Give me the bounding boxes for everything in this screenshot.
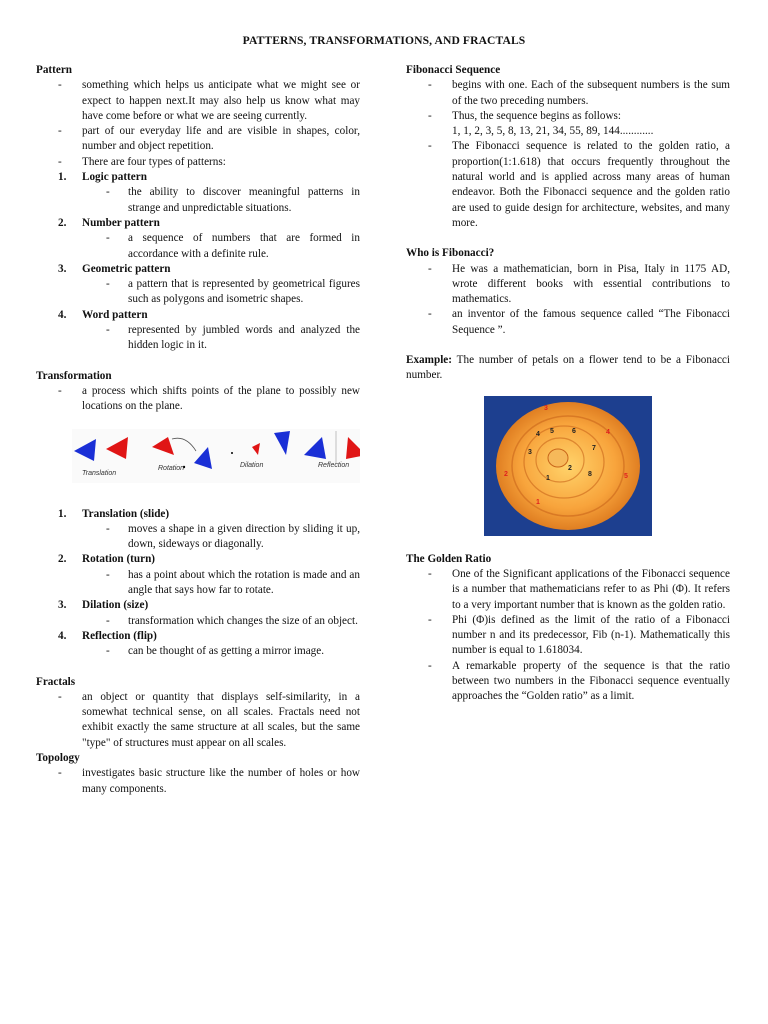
- transformation-figure: [36, 425, 360, 499]
- who-heading: Who is Fibonacci?: [406, 247, 495, 260]
- svg-text:6: 6: [572, 427, 576, 435]
- svg-text:2: 2: [504, 470, 508, 478]
- golden-ratio-heading: The Golden Ratio: [406, 552, 492, 565]
- fibonacci-bullet: - The Fibonacci sequence is related to the golden ratio, a proportion(1:1.618) that occurs frequently throughout the natural world and is applied across many areas of human endeavor. Both the Fibonacci sequence and the golden ratio are used to guide design for architecture, websites, and many more.: [428, 140, 730, 229]
- pattern-type-desc: - the ability to discover meaningful patterns in strange and unpredictable situations.: [106, 186, 360, 214]
- fractals-heading: Fractals: [36, 675, 76, 688]
- right-column: [406, 63, 730, 705]
- pattern-bullet: - something which helps us anticipate what we might see or expect to happen next.It may also help us know what may have come before or what we are seeing currently.: [58, 79, 360, 122]
- pattern-type-heading: 1. Logic pattern: [58, 171, 147, 184]
- fractals-bullet: - an object or quantity that displays self-similarity, in a somewhat technical sense, on all scales. Fractals need not exhibit exactly the same structure at all scales, but the same "type" of structures must appear on all scales.: [58, 690, 360, 749]
- transformation-type-desc: - can be thought of as getting a mirror image.: [106, 645, 325, 658]
- dilation-label: Dilation: [240, 461, 264, 469]
- who-bullet: - an inventor of the famous sequence called “The Fibonacci Sequence ”.: [428, 308, 730, 336]
- transformation-type-heading: 1. Translation (slide): [58, 507, 170, 520]
- transformation-heading: Transformation: [36, 369, 112, 382]
- transformation-type-heading: 2. Rotation (turn): [58, 553, 156, 566]
- pattern-type-desc: - a sequence of numbers that are formed in accordance with a definite rule.: [106, 232, 360, 260]
- fibonacci-bullet: - Thus, the sequence begins as follows: 1, 1, 2, 3, 5, 8, 13, 21, 34, 55, 89, 144............: [428, 109, 654, 138]
- transformation-bullet: - a process which shifts points of the plane to possibly new locations on the plane.: [58, 384, 360, 413]
- left-column: [36, 63, 360, 797]
- pattern-bullet: - part of our everyday life and are visible in shapes, color, number and object repetition.: [58, 125, 360, 153]
- svg-text:5: 5: [550, 427, 554, 435]
- pattern-type-heading: 4. Word pattern: [58, 308, 148, 321]
- topology-bullet: - investigates basic structure like the number of holes or how many components.: [58, 767, 360, 795]
- rotation-label: Rotation: [158, 464, 185, 472]
- pattern-bullet: - There are four types of patterns:: [58, 155, 226, 168]
- golden-ratio-bullet: - Phi (Φ)is defined as the limit of the ratio of a Fibonacci number n and its predecessor, Fib (n-1). Mathematically this number is equal to 1.618034.: [428, 613, 730, 657]
- example-label: Example:: [406, 354, 452, 367]
- transformation-type-heading: 3. Dilation (size): [58, 599, 149, 612]
- golden-ratio-bullet: - One of the Significant applications of the Fibonacci sequence is a number that mathematicians refer to as Phi (Φ). It refers to a very important number that is known as the golden ratio.: [428, 567, 730, 611]
- svg-text:4: 4: [606, 428, 610, 436]
- transformation-type-heading: 4. Reflection (flip): [58, 629, 157, 642]
- reflection-label: Reflection: [318, 461, 350, 469]
- svg-text:4: 4: [536, 430, 540, 438]
- fibonacci-heading: Fibonacci Sequence: [406, 64, 501, 76]
- transformation-type-desc: - transformation which changes the size of an object.: [106, 614, 358, 627]
- svg-text:2: 2: [568, 464, 572, 472]
- who-bullet: - He was a mathematician, born in Pisa, Italy in 1175 AD, wrote different books with essential contributions to mathematics.: [428, 262, 730, 306]
- transformation-type-desc: - has a point about which the rotation is made and an angle that says how far to rotate.: [106, 568, 360, 597]
- pattern-type-heading: 3. Geometric pattern: [58, 262, 171, 275]
- topology-heading: Topology: [36, 751, 80, 764]
- svg-text:8: 8: [588, 470, 592, 478]
- pattern-type-desc: - a pattern that is represented by geometrical figures such as polygons and isometric shapes.: [106, 278, 360, 306]
- fibonacci-sequence: 1, 1, 2, 3, 5, 8, 13, 21, 34, 55, 89, 144............: [452, 125, 654, 138]
- svg-text:1: 1: [536, 498, 540, 506]
- transformation-diagram: [36, 425, 360, 499]
- svg-text:1: 1: [546, 474, 550, 482]
- example-paragraph: Example: The number of petals on a flower tend to be a Fibonacci number.: [406, 354, 730, 382]
- fibonacci-bullet: - begins with one. Each of the subsequent numbers is the sum of the two preceding numbers.: [428, 79, 730, 107]
- translation-label: Translation: [82, 469, 117, 477]
- svg-text:7: 7: [592, 444, 596, 452]
- pattern-heading: Pattern: [36, 64, 73, 76]
- svg-text:3: 3: [528, 448, 532, 456]
- pattern-type-desc: - represented by jumbled words and analyzed the hidden logic in it.: [106, 324, 360, 352]
- rose-illustration: [484, 396, 652, 536]
- svg-text:3: 3: [544, 404, 548, 412]
- pattern-type-heading: 2. Number pattern: [58, 216, 160, 229]
- page-title: PATTERNS, TRANSFORMATIONS, AND FRACTALS: [242, 34, 526, 47]
- svg-text:5: 5: [624, 472, 628, 480]
- golden-ratio-bullet: - A remarkable property of the sequence is that the ratio between two numbers in the Fibonacci sequence eventually approaches the “Golden ratio” as a limit.: [428, 659, 730, 703]
- rose-image: [484, 396, 652, 536]
- transformation-type-desc: - moves a shape in a given direction by sliding it up, down, sideways or diagonally.: [106, 522, 360, 551]
